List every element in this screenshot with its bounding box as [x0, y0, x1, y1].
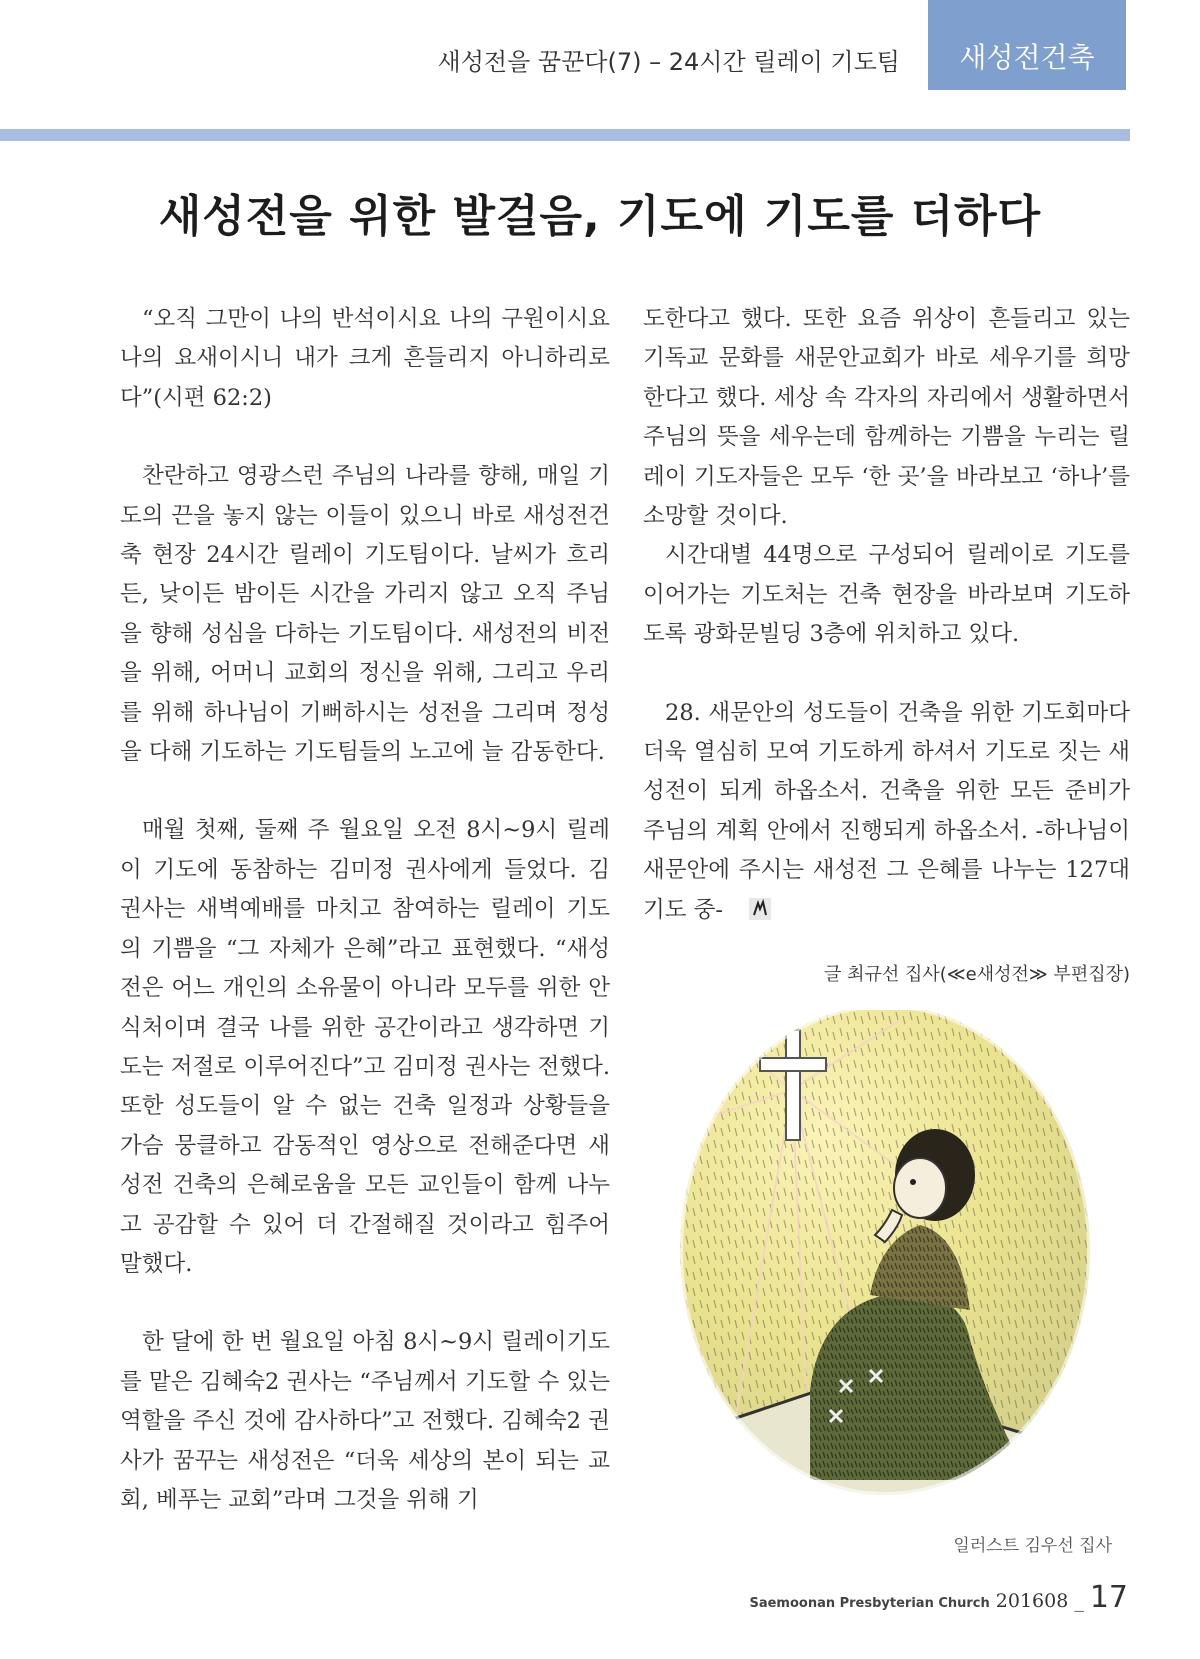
section-tab	[928, 0, 1126, 90]
article-byline: 글 최규선 집사(≪e새성전≫ 부편집장)	[823, 964, 1130, 985]
footer-separator: _	[1074, 1590, 1084, 1612]
footer-org-name: Saemoonan Presbyterian Church	[749, 1596, 990, 1611]
praying-child-cross-illustration	[670, 1010, 1110, 1510]
paragraph-continued: 도한다고 했다. 또한 요즘 위상이 흔들리고 있는 기독교 문화를 새문안교회가 바로 세우기를 희망한다고 했다. 세상 속 각자의 자리에서 생활하면서 주님의 뜻을 세우는데 함께하는 기쁨을 누리는 릴레이 기도자들은 모두 ‘한 곳’을 바라보고 ‘하나’를 소망할 것이다.	[643, 306, 1130, 530]
magazine-end-mark-icon	[727, 894, 749, 916]
paragraph-scripture: “오직 그만이 나의 반석이시요 나의 구원이시요 나의 요새이시니 내가 크게 흔들리지 아니하리로다”(시편 62:2)	[120, 306, 610, 411]
paragraph-prayer-room: 시간대별 44명으로 구성되어 릴레이로 기도를 이어가는 기도처는 건축 현장을 바라보며 기도하도록 광화문빌딩 3층에 위치하고 있다.	[643, 542, 1130, 648]
running-header-title: 새성전을 꿈꾼다(7) – 24시간 릴레이 기도팀	[437, 48, 900, 76]
illustration-credit: 일러스트 김우선 집사	[953, 1536, 1112, 1556]
paragraph-interview-2: 한 달에 한 번 월요일 아침 8시~9시 릴레이기도를 맡은 김혜숙2 권사는 “주님께서 기도할 수 있는 역할을 주신 것에 감사하다”고 전했다. 김혜숙2 권사가 꿈꾸는 새성전은 “더욱 세상의 본이 되는 교회, 베푸는 교회”라며 그것을 위해 기	[120, 1329, 610, 1513]
page-footer	[749, 1580, 1128, 1615]
paragraph-interview-1: 매월 첫째, 둘째 주 월요일 오전 8시~9시 릴레이 기도에 동참하는 김미정 권사에게 들었다. 김 권사는 새벽예배를 마치고 참여하는 릴레이 기도의 기쁨을 “그 자체가 은혜”라고 표현했다. “새성전은 어느 개인의 소유물이 아니라 모두를 위한 안식처이며 결국 나를 위한 공간이라고 생각하면 기도는 저절로 이루어진다”고 김미정 권사는 전했다. 또한 성도들이 알 수 없는 건축 일정과 상황들을 가슴 뭉클하고 감동적인 영상으로 전해준다면 새성전 건축의 은혜로움을 모든 교인들이 함께 나누고 공감할 수 있어 더 간절해질 것이라고 힘주어 말했다.	[120, 817, 610, 1277]
article-headline: 새성전을 위한 발걸음, 기도에 기도를 더하다	[158, 191, 1042, 242]
article-right-column	[643, 300, 1130, 930]
article-left-column	[120, 300, 610, 1520]
prayer-text: 28. 새문안의 성도들이 건축을 위한 기도회마다 더욱 열심히 모여 기도하게 하셔서 기도로 짓는 새성전이 되게 하옵소서. 건축을 위한 모든 준비가 주님의 계획 안에서 진행되게 하옵소서. -하나님이 새문안에 주시는 새성전 그 은혜를 나누는 127대 기도 중-	[643, 699, 1130, 923]
header-rule	[0, 129, 1130, 141]
paragraph-prayer	[643, 694, 1130, 930]
page-number: 17	[1089, 1580, 1128, 1615]
footer-issue: 201608	[995, 1590, 1069, 1612]
section-tab-label: 새성전건축	[959, 41, 1095, 74]
paragraph-intro: 찬란하고 영광스런 주님의 나라를 향해, 매일 기도의 끈을 놓지 않는 이들이 있으니 바로 새성전건축 현장 24시간 릴레이 기도팀이다. 날씨가 흐리든, 낮이든 밤이든 시간을 가리지 않고 오직 주님을 향해 성심을 다하는 기도팀이다. 새성전의 비전을 위해, 어머니 교회의 정신을 위해, 그리고 우리를 위해 하나님이 기뻐하시는 성전을 그리며 정성을 다해 기도하는 기도팀들의 노고에 늘 감동한다.	[120, 463, 610, 766]
